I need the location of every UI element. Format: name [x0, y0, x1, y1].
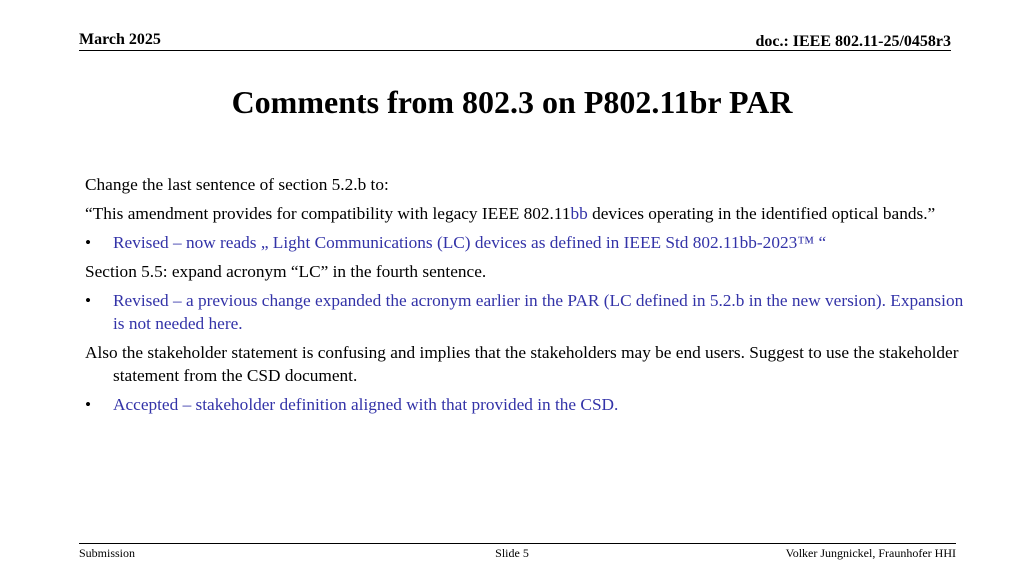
footer-submission: Submission [79, 546, 136, 560]
footer-slide-number: Slide 5 [495, 546, 529, 560]
bullet-text: Accepted – stakeholder definition aligned with that provided in the CSD. [113, 395, 619, 414]
quote-highlight: bb [570, 204, 588, 223]
header-doc-id: doc.: IEEE 802.11-25/0458r3 [755, 33, 951, 50]
bullet-marker: • [85, 233, 92, 252]
bullet-marker: • [85, 291, 92, 310]
paragraph-section-5-5: Section 5.5: expand acronym “LC” in the fourth sentence. [85, 262, 487, 281]
bullet-response-1 [85, 231, 975, 254]
bullet-response-2 [85, 289, 975, 335]
paragraph-amendment-quote [85, 202, 975, 225]
bullet-response-3 [85, 393, 975, 416]
footer-divider [79, 543, 956, 544]
quote-text-end: devices operating in the identified optical bands.” [587, 204, 936, 223]
header-date: March 2025 [79, 31, 161, 48]
slide-body [85, 173, 975, 422]
footer-author: Volker Jungnickel, Fraunhofer HHI [785, 546, 956, 560]
bullet-marker: • [85, 395, 92, 414]
slide-title: Comments from 802.3 on P802.11br PAR [231, 84, 793, 120]
header-divider [79, 50, 951, 51]
paragraph-stakeholder: Also the stakeholder statement is confusing and implies that the stakeholders may be end users. Suggest to use the stakeholder statement from the CSD document. [85, 343, 959, 385]
bullet-text: Revised – now reads „ Light Communications (LC) devices as defined in IEEE Std 802.11bb-2023™ “ [113, 233, 827, 252]
quote-text-start: “This amendment provides for compatibility with legacy IEEE 802.11 [85, 204, 571, 223]
bullet-text: Revised – a previous change expanded the acronym earlier in the PAR (LC defined in 5.2.b in the new version). Expansion is not needed here. [113, 291, 964, 333]
paragraph-change-request: Change the last sentence of section 5.2.b to: [85, 175, 389, 194]
